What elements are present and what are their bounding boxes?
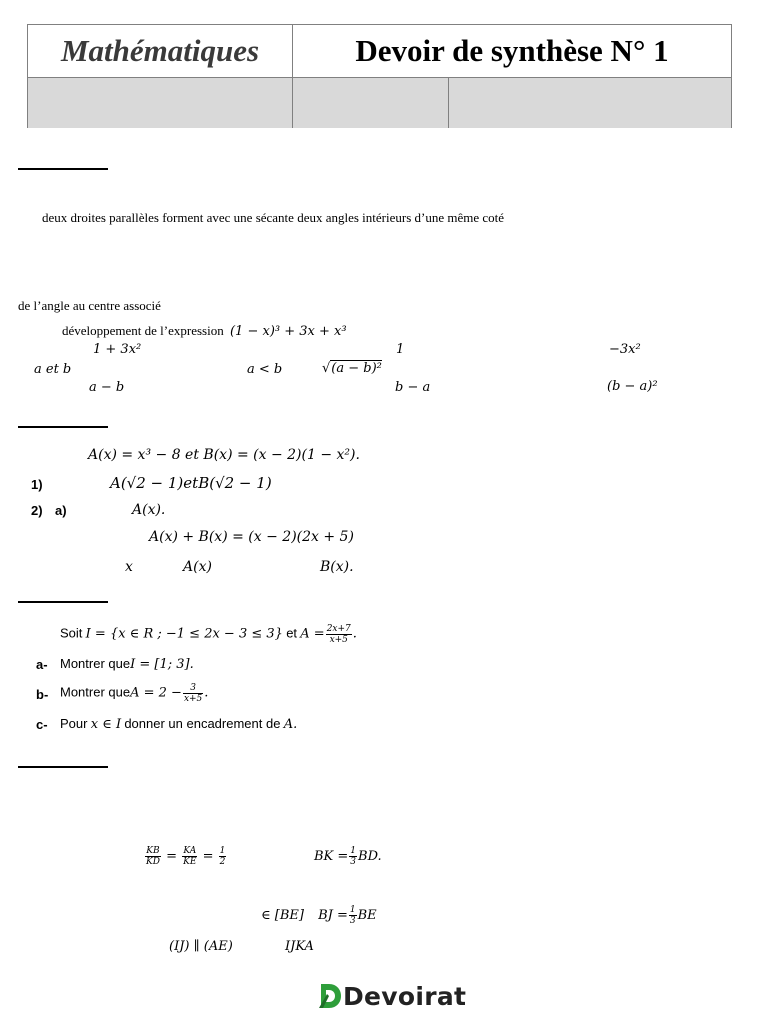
header-row-info — [28, 78, 731, 128]
frac-denominator: 3 — [350, 857, 357, 867]
frac-denominator: x+5 — [329, 635, 348, 645]
frac-numerator: KA — [183, 846, 197, 856]
ex3-intro-a: A = — [300, 626, 325, 642]
ex2-table-x: x — [125, 559, 133, 575]
ex2-q2-sub: a) — [55, 503, 67, 518]
ex3-intro-soit: Soit — [60, 625, 83, 641]
ex3-b-line: Montrer queA = 2 − $\frac{3}{x+5}$ . — [60, 683, 209, 704]
frac-denominator: 2 — [219, 857, 226, 867]
frac-denominator: KE — [183, 857, 197, 867]
ex3-intro-set: I = {x ∈ R ; −1 ≤ 2x − 3 ≤ 3} — [85, 626, 283, 642]
header-row-title — [28, 25, 731, 78]
ex2-table-a: A(x) — [183, 559, 212, 575]
ex4-frac-half — [219, 846, 227, 867]
sqrt-symbol: √ — [322, 361, 331, 376]
frac-numerator: 1 — [349, 905, 356, 915]
ex4-frac-kb-kd — [145, 846, 161, 867]
ex4-ratio-equality: $\frac{KB}{KD}$ = $\frac{KA}{KE}$ = $\frac{1}{2}$ — [146, 846, 226, 867]
ex1-parallel-statement: deux droites parallèles forment avec une sécante deux angles intérieurs d’une même coté — [42, 210, 505, 225]
ex2-q1-number: 1) — [31, 477, 43, 492]
ex1-angle-statement: de l’angle au centre associé — [18, 298, 161, 313]
ex4-quadrilateral: IJKA — [285, 939, 314, 954]
ex1-option-b1: 1 — [396, 342, 405, 357]
ex4-bj-line — [261, 905, 377, 926]
ex2-table-b: B(x). — [320, 559, 354, 575]
devoirat-d-icon — [318, 982, 342, 1010]
devoirat-logo — [318, 980, 466, 1012]
ex3-a-text: Montrer que — [60, 656, 131, 671]
ex3-a-label: a- — [36, 657, 48, 672]
ex3-c-expr: x ∈ I — [90, 717, 122, 732]
ex4-in-be: ∈ [BE] — [261, 908, 304, 923]
ex1-development-line — [62, 323, 347, 339]
ex1-option-a2: a et b — [34, 362, 72, 377]
ex2-q2-expression: A(x). — [132, 502, 166, 518]
ex3-b-label: b- — [36, 687, 49, 702]
ex4-bj-left: BJ = — [318, 908, 348, 923]
ex3-intro-fraction — [326, 624, 352, 645]
ex4-bk-left: BK = — [314, 849, 349, 864]
ex1-option-b2: a < b — [247, 362, 283, 377]
frac-numerator: 2x+7 — [326, 624, 351, 634]
exercise-2-heading-rule — [18, 426, 108, 428]
exercise-4-heading-rule — [18, 766, 108, 768]
ex1-option-a1: 1 + 3x² — [93, 342, 142, 357]
ex2-q1-expression: A(√2 − 1)etB(√2 − 1) — [110, 474, 272, 492]
ex4-frac-ka-ke — [182, 846, 197, 867]
ex3-c-var: A. — [283, 717, 298, 732]
ex3-c-label: c- — [36, 717, 48, 732]
frac-denominator: 3 — [349, 916, 356, 926]
ex2-q2-number: 2) — [31, 503, 43, 518]
ex4-parallel-lines: (IJ) ∥ (AE) — [169, 939, 233, 954]
ex4-bk-fraction — [349, 846, 357, 867]
ex1-development-expr: (1 − x)³ + 3x + x³ — [229, 324, 347, 339]
frac-denominator: x+5 — [183, 694, 203, 704]
exercise-1-heading-rule — [18, 168, 108, 170]
ex3-c-line — [60, 716, 297, 732]
frac-numerator: 1 — [219, 846, 226, 856]
header-table — [27, 24, 732, 128]
ex2-definition: A(x) = x³ − 8 et B(x) = (x − 2)(1 − x²). — [88, 447, 360, 463]
exam-title: Devoir de synthèse N° 1 — [355, 33, 669, 68]
ex3-intro: Soit I = {x ∈ R ; −1 ≤ 2x − 3 ≤ 3} et A = $\frac{2x+7}{x+5}$ . — [60, 624, 357, 645]
header-divider-1 — [292, 78, 293, 128]
ex4-bk-right: BD. — [358, 849, 382, 864]
header-divider-2 — [448, 78, 449, 128]
ex3-b-fraction — [183, 683, 203, 704]
ex4-bk-relation — [314, 846, 382, 867]
subject-cell: Mathématiques — [28, 25, 293, 77]
ex1-option-c3: (b − a)² — [607, 379, 658, 394]
ex4-bj-fraction — [349, 905, 357, 926]
ex1-option-c2-radicand: (a − b)² — [331, 361, 382, 376]
ex1-development-text: développement de l’expression — [62, 323, 224, 338]
frac-numerator: 1 — [350, 846, 357, 856]
ex3-intro-et: et — [286, 625, 298, 641]
ex4-bj-right: BE — [357, 908, 377, 923]
ex1-option-b3: b − a — [395, 380, 431, 395]
ex3-c-text-2: donner un encadrement de — [124, 716, 281, 731]
ex1-option-a3: a − b — [89, 380, 125, 395]
ex1-option-c2 — [322, 360, 382, 376]
ex3-c-text-1: Pour — [60, 716, 88, 731]
ex3-a-line — [60, 656, 194, 672]
ex2-identity: A(x) + B(x) = (x − 2)(2x + 5) — [149, 529, 354, 545]
frac-denominator: KD — [146, 857, 160, 867]
ex3-a-expr: I = [1; 3]. — [130, 657, 194, 672]
ex3-b-text: Montrer que — [60, 684, 131, 700]
devoirat-logo-text: Devoirat — [343, 981, 467, 1011]
frac-numerator: KB — [146, 846, 160, 856]
exercise-3-heading-rule — [18, 601, 108, 603]
ex3-b-expr: A = 2 − — [130, 685, 182, 701]
ex1-option-c1: −3x² — [609, 342, 641, 357]
frac-numerator: 3 — [183, 683, 203, 694]
